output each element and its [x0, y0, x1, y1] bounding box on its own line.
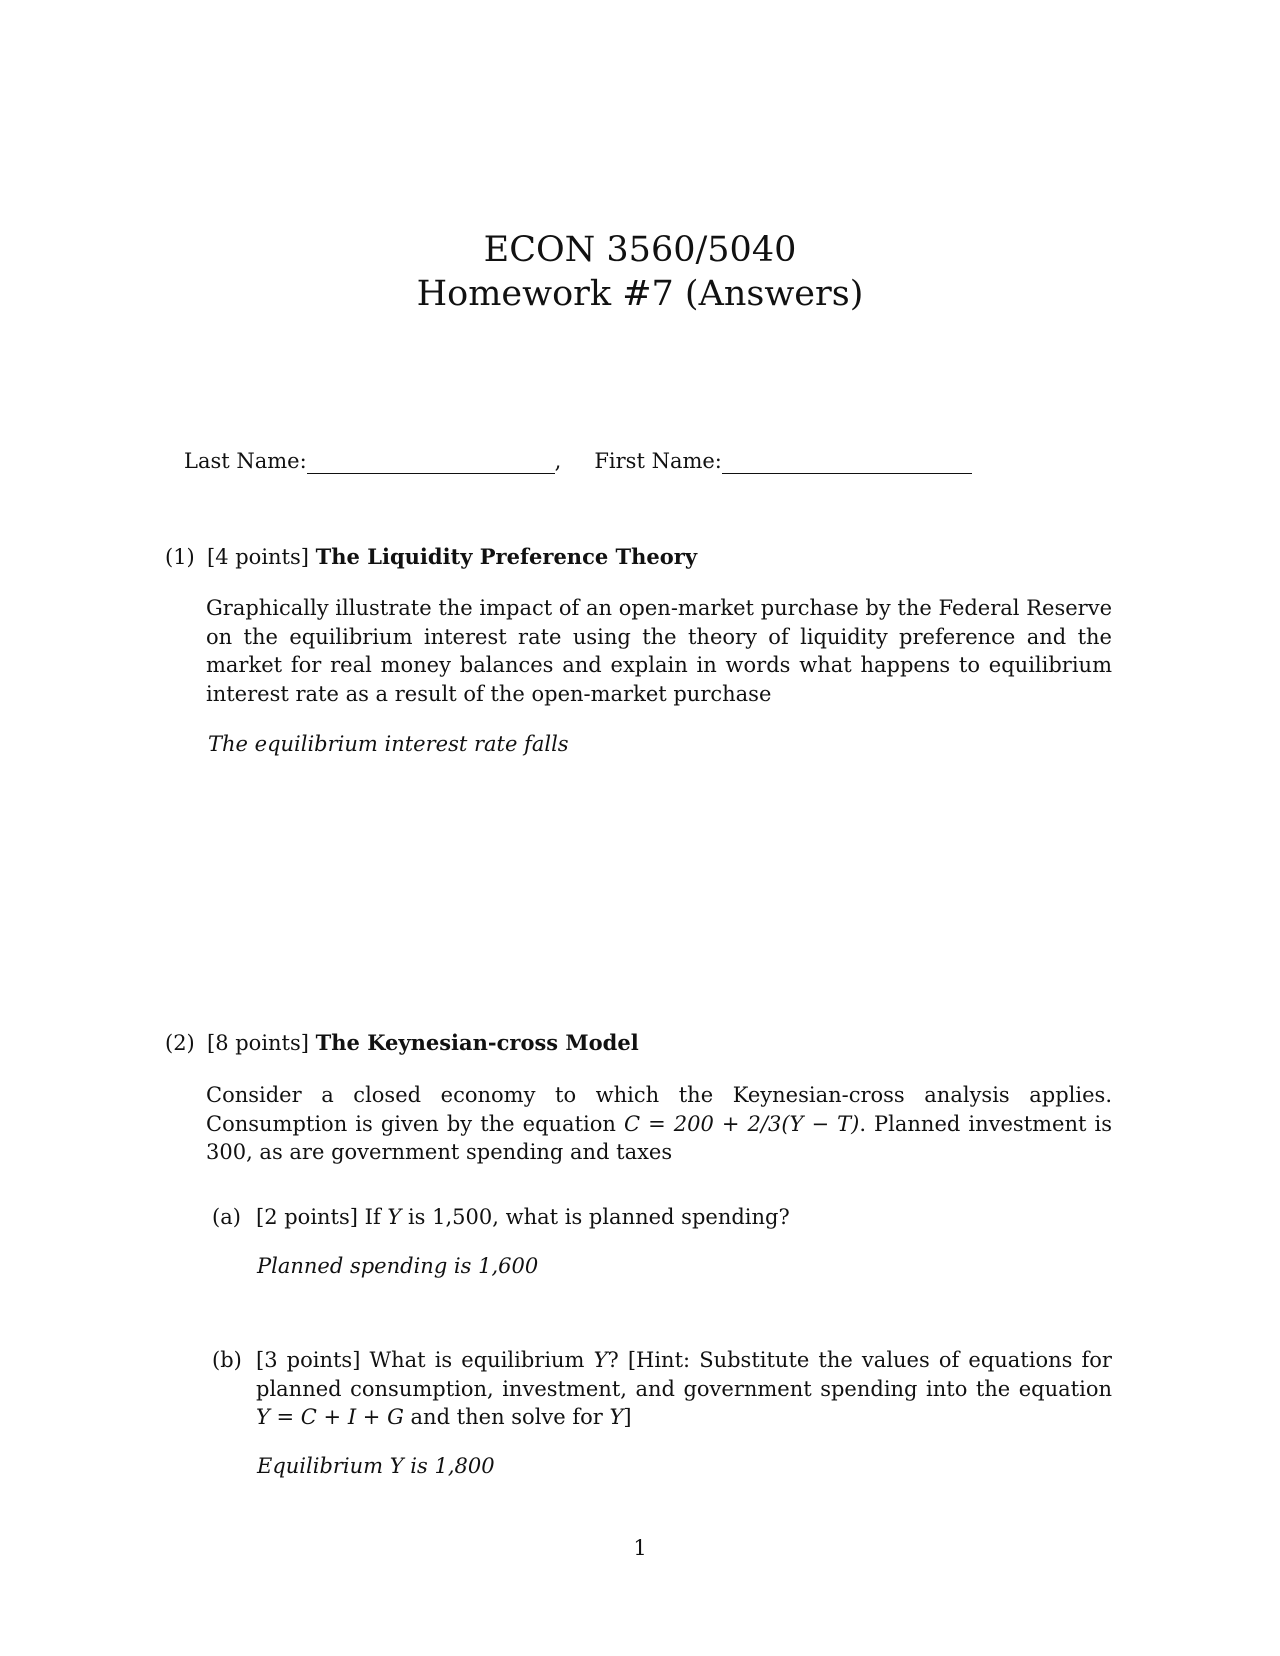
q2-points: [8 points] — [207, 1031, 309, 1055]
q2a-answer: Planned spending is 1,600 — [257, 1254, 539, 1278]
q2b-label: (b) — [212, 1348, 242, 1372]
q2-prompt: Consider a closed economy to which the Keynesian-cross analysis applies. Consumption is given by the equation C = 200 + 2/3(Y − T). Planned investment is 300, as are government spending and taxes — [206, 1083, 1112, 1164]
q1-title: The Liquidity Preference Theory — [315, 544, 698, 569]
q2-heading — [165, 1029, 639, 1057]
q2b-answer: Equilibrium Y is 1,800 — [257, 1454, 495, 1478]
q2-number: (2) — [165, 1031, 195, 1055]
assignment-title: Homework #7 (Answers) — [416, 274, 864, 314]
name-fields — [184, 448, 972, 474]
q2-consumption-equation: C = 200 + 2/3(Y − T) — [623, 1111, 860, 1136]
q2-title: The Keynesian-cross Model — [315, 1030, 639, 1055]
q2b-prompt: (b) [3 points] What is equilibrium Y? [Hint: Substitute the values of equations for planned consumption, investment, and government spending into the equation Y = C + I + G and then solve for Y] — [212, 1348, 1112, 1429]
q1-answer: The equilibrium interest rate falls — [208, 732, 569, 756]
q1-heading — [165, 543, 697, 571]
first-name-label: First Name: — [594, 449, 722, 473]
q1-points: [4 points] — [207, 545, 309, 569]
q2b-equation: Y = C + I + G — [256, 1405, 404, 1429]
q2a-prompt: (a) [2 points] If Y is 1,500, what is planned spending? — [256, 1203, 1112, 1232]
q2a-label: (a) — [212, 1205, 241, 1229]
first-name-blank — [722, 453, 972, 474]
q1-number: (1) — [165, 545, 195, 569]
name-separator: , — [554, 449, 562, 473]
last-name-label: Last Name: — [184, 449, 307, 473]
course-title: ECON 3560/5040 — [483, 230, 797, 270]
q1-prompt: Graphically illustrate the impact of an open-market purchase by the Federal Reserve on the equilibrium interest rate using the theory of liquidity preference and the market for real money balances and explain in words what happens to equilibrium interest rate as a result of the open-market purchase — [206, 596, 1112, 706]
last-name-blank — [307, 453, 555, 474]
page-number: 1 — [633, 1536, 647, 1560]
